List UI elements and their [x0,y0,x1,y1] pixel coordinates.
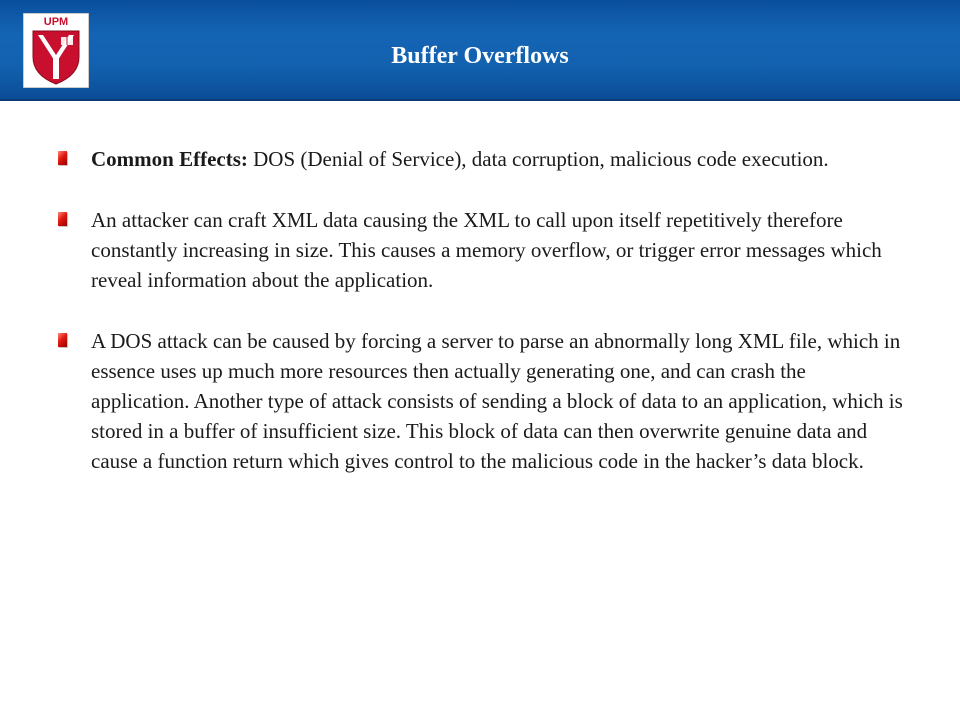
bullet-square-icon [58,333,67,347]
bullet-list [58,144,908,476]
bullet-item-dos-attack [58,326,908,476]
logo-text: UPM [43,16,69,28]
bullet-square-icon [58,212,67,226]
bullet-square-icon [58,151,67,165]
bullet-text: DOS (Denial of Service), data corruption, malicious code execution. [247,147,829,171]
bullet-item-common-effects [58,144,908,174]
bullet-text: A DOS attack can be caused by forcing a server to parse an abnormally long XML file, which in essence uses up much more resources then actually generating one, and can crash the application. Another type of attack consists of sending a block of data to an application, which is stored in a buffer of insufficient size. This block of data can then overwrite genuine data and cause a function return which gives control to the malicious code in the hacker’s data block. [91,329,903,473]
slide-title: Buffer Overflows [391,43,569,69]
header-bar [0,0,960,101]
bullet-label: Common Effects: [91,147,248,171]
bullet-text: An attacker can craft XML data causing the XML to call upon itself repetitively therefore constantly increasing in size. This causes a memory overflow, or trigger error messages which reveal information about the application. [91,208,882,292]
bullet-item-xml-attack [58,205,908,295]
